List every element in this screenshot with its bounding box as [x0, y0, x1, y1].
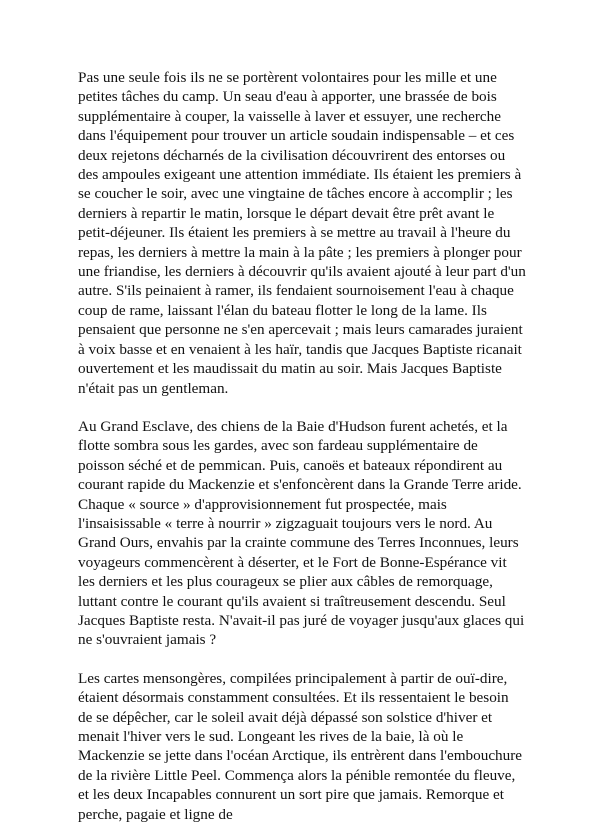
paragraph-1: Pas une seule fois ils ne se portèrent volontaires pour les mille et une petites tâches du camp. Un seau d'eau à apporter, une brassée de bois supplémentaire à couper, la vaisselle à laver et essuyer, une recherche dans l'équipement pour trouver un article soudain indispensable – et ces deux rejetons décharnés de la civilisation découvrirent des entorses ou des ampoules exigeant une attention immédiate. Ils étaient les premiers à se coucher le soir, avec une vingtaine de tâches encore à accomplir ; les derniers à repartir le matin, lorsque le départ devait être prêt avant le petit-déjeuner. Ils étaient les premiers à se mettre au travail à l'heure du repas, les derniers à mettre la main à la pâte ; les premiers à plonger pour une friandise, les derniers à découvrir qu'ils avaient ajouté à leur part d'un autre. S'ils peinaient à ramer, ils fendaient sournoisement l'eau à chaque coup de rame, laissant l'élan du bateau flotter le long de la lame. Ils pensaient que personne ne s'en apercevait ; mais leurs camarades juraient à voix basse et en venaient à les haïr, tandis que Jacques Baptiste ricanait ouvertement et les maudissait du matin au soir. Mais Jacques Baptiste n'était pas un gentleman.	[78, 69, 526, 397]
body-text	[78, 68, 526, 824]
paragraph-2: Au Grand Esclave, des chiens de la Baie d'Hudson furent achetés, et la flotte sombra sous les gardes, avec son fardeau supplémentaire de poisson séché et de pemmican. Puis, canoës et bateaux répondirent au courant rapide du Mackenzie et s'enfoncèrent dans la Grande Terre aride. Chaque « source » d'approvisionnement fut prospectée, mais l'insaisissable « terre à nourrir » zigzaguait toujours vers le nord. Au Grand Ours, envahis par la crainte commune des Terres Inconnues, leurs voyageurs commencèrent à déserter, et le Fort de Bonne-Espérance vit les derniers et les plus courageux se plier aux câbles de remorquage, luttant contre le courant qu'ils avaient si traîtreusement descendu. Seul Jacques Baptiste resta. N'avait-il pas juré de voyager jusqu'aux glaces qui ne s'ouvraient jamais ?	[78, 417, 525, 649]
paragraph-3: Les cartes mensongères, compilées principalement à partir de ouï-dire, étaient désormais constamment consultées. Et ils ressentaient le besoin de se dépêcher, car le soleil avait déjà dépassé son solstice d'hiver et menait l'hiver vers le sud. Longeant les rives de la baie, là où le Mackenzie se jette dans l'océan Arctique, ils entrèrent dans l'embouchure de la rivière Little Peel. Commença alors la pénible remontée du fleuve, et les deux Incapables connurent un sort pire que jamais. Remorque et perche, pagaie et ligne de	[78, 669, 523, 823]
